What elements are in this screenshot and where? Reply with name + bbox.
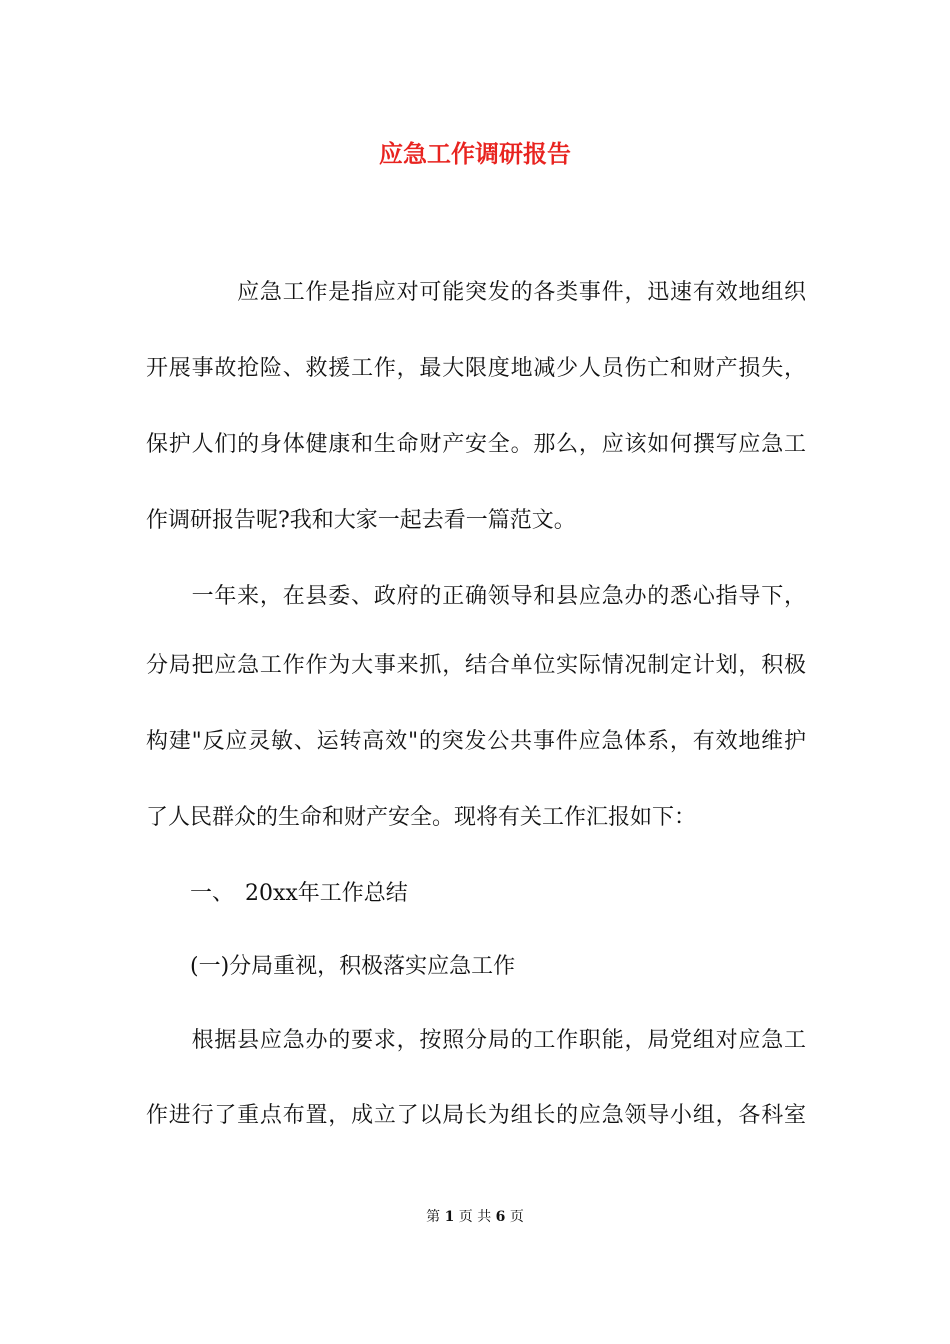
paragraph-line: 分局把应急工作作为大事来抓，结合单位实际情况制定计划，积极 (146, 653, 806, 678)
paragraph-line: 作进行了重点布置，成立了以局长为组长的应急领导小组，各科室 (146, 1103, 806, 1128)
paragraph-line: 保护人们的身体健康和生命财产安全。那么，应该如何撰写应急工 (146, 432, 806, 457)
document-title: 应急工作调研报告 (379, 139, 571, 168)
paragraph-line: 一年来，在县委、政府的正确领导和县应急办的悉心指导下， (146, 584, 806, 609)
page-footer (0, 1207, 950, 1227)
footer-prefix: 第 (426, 1209, 441, 1225)
paragraph-line: 开展事故抢险、救援工作，最大限度地减少人员伤亡和财产损失， (146, 356, 806, 381)
paragraph-line: 了人民群众的生命和财产安全。现将有关工作汇报如下： (146, 805, 697, 830)
paragraph-line: 构建"反应灵敏、运转高效"的突发公共事件应急体系，有效地维护 (146, 729, 806, 754)
footer-middle: 页 共 (458, 1209, 492, 1225)
paragraph-line: 应急工作是指应对可能突发的各类事件，迅速有效地组织 (146, 280, 806, 305)
section-heading: 一、 20xx年工作总结 (146, 881, 408, 906)
paragraph-line: 根据县应急办的要求，按照分局的工作职能，局党组对应急工 (146, 1028, 806, 1053)
footer-page-number: 1 (444, 1209, 455, 1225)
subsection-heading: (一)分局重视，积极落实应急工作 (146, 954, 516, 979)
footer-total-pages: 6 (495, 1209, 506, 1225)
footer-suffix: 页 (509, 1209, 524, 1225)
paragraph-line: 作调研报告呢?我和大家一起去看一篇范文。 (146, 508, 576, 533)
